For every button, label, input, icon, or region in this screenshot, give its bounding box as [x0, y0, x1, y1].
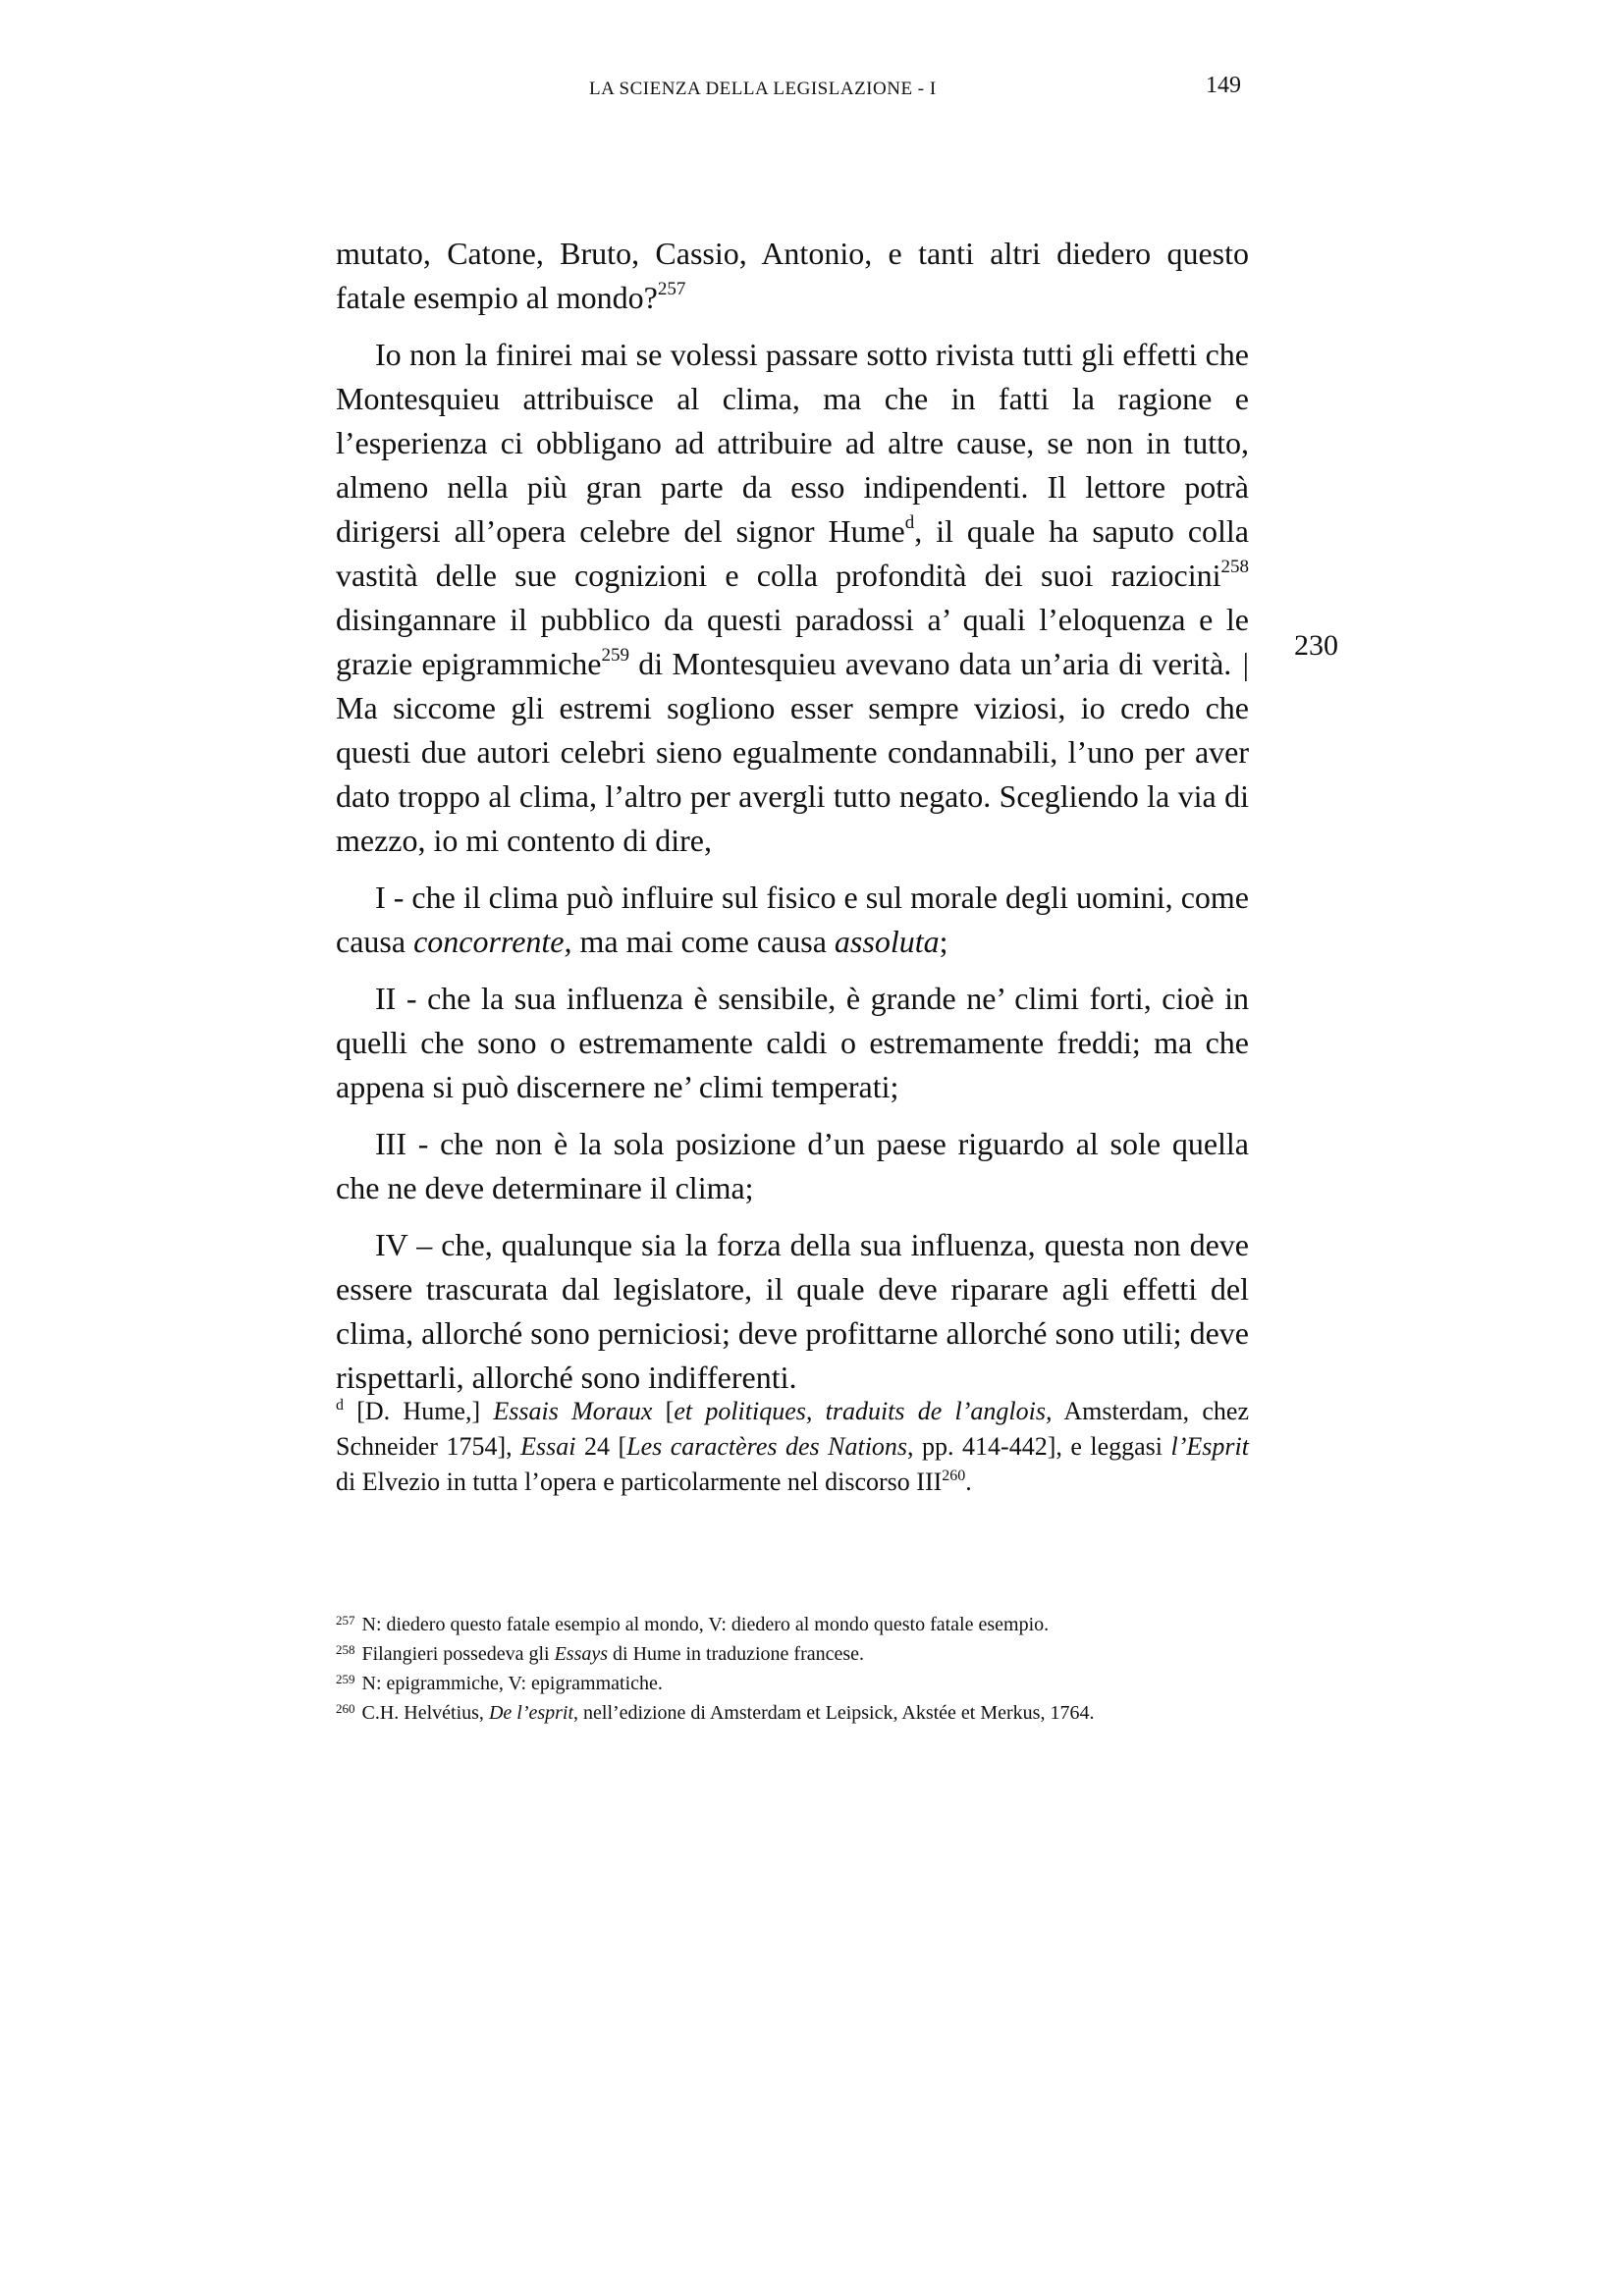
page-break-marker: |: [1242, 646, 1249, 681]
footnote-number: 260: [336, 1701, 355, 1716]
page-number: 149: [1206, 73, 1241, 98]
author-note-d: [336, 1394, 1249, 1500]
paragraph-1: [336, 232, 1249, 320]
paragraph-2-part-a: Io non la finirei mai se volessi passare sotto rivista tutti gli effetti che Montesquieu attribuisce al clima, ma che in fatti la ragione e l’esperienza ci obbligano ad attribuire ad altre cause, se non in tutto, almeno nella più gran parte da esso indipendenti. Il lettore potrà dirigersi all’opera celebre del signor Hume: [336, 337, 1249, 549]
footnote-text: di Hume in traduzione francese.: [608, 1643, 865, 1665]
paragraph-2: [336, 333, 1249, 863]
paragraph-5: III - che non è la sola posizione d’un paese riguardo al sole quella che ne deve determinare il clima;: [336, 1126, 1249, 1205]
paragraph-4: II - che la sua influenza è sensibile, è grande ne’ climi forti, cioè in quelli che sono o estremamente caldi o estremamente freddi; ma che appena si può discernere ne’ climi temperati;: [336, 981, 1249, 1104]
footnote-text: , nell’edizione di Amsterdam et Leipsick, Akstée et Merkus, 1764.: [573, 1702, 1095, 1724]
italic-concorrente: concorrente,: [413, 924, 572, 959]
paragraph-3-part-c: ;: [939, 924, 948, 959]
paragraph-2-part-b: , il quale ha saputo colla vastità delle sue cognizioni e colla profondità dei suoi raziocini: [336, 513, 1250, 593]
footnote-ref-258: 258: [1220, 557, 1249, 577]
running-head: [0, 73, 1623, 118]
author-note-italic-1: Essais Moraux: [493, 1397, 653, 1425]
author-note-italic-3: Essai: [520, 1432, 576, 1461]
author-note-part-f: di Elvezio in tutta l’opera e particolarmente nel discorso III: [336, 1468, 943, 1496]
author-note-ref-d: d: [904, 512, 915, 533]
author-note-part-d: 24 [: [575, 1432, 627, 1461]
footnotes: [336, 1610, 1278, 1728]
paragraph-6: IV – che, qualunque sia la forza della sua influenza, questa non deve essere trascurata dal legislatore, il quale deve riparare agli effetti del clima, allorché sono perniciosi; deve profittarne allorché sono utili; deve rispettarli, allorché sono indifferenti.: [336, 1227, 1249, 1395]
main-text: [336, 232, 1249, 1413]
author-note-italic-5: l’Esprit: [1170, 1432, 1249, 1461]
footnote-number: 259: [336, 1672, 355, 1686]
footnote-text: Filangieri possedeva gli: [356, 1643, 555, 1665]
footnote-260: [336, 1698, 1278, 1728]
footnote-257: [336, 1610, 1278, 1639]
footnote-259: [336, 1669, 1278, 1698]
footnote-258: [336, 1639, 1278, 1669]
margin-page-reference: 230: [1294, 629, 1338, 662]
footnote-ref-259: 259: [601, 645, 629, 666]
author-note-part-b: [: [652, 1397, 675, 1425]
paragraph-3: [336, 876, 1249, 964]
author-note-part-g: .: [965, 1468, 972, 1496]
author-note-italic-4: Les caractères des Nations: [626, 1432, 908, 1461]
footnote-text: N: diedero questo fatale esempio al mondo, V: diedero al mondo questo fatale esempio.: [356, 1614, 1050, 1635]
footnote-italic: De l’esprit: [488, 1702, 574, 1724]
footnote-number: 258: [336, 1642, 355, 1657]
italic-assoluta: assoluta: [834, 924, 940, 959]
paragraph-2-part-c: disingannare il pubblico da questi paradossi a’ quali l’eloquenza e le grazie epigrammiche: [336, 602, 1249, 681]
footnote-number: 257: [336, 1613, 355, 1628]
paragraph-2-part-d: di Montesquieu avevano data un’aria di verità.: [628, 646, 1232, 681]
paragraph-1-text: mutato, Catone, Bruto, Cassio, Antonio, e tanti altri diedero questo fatale esempio al mondo?: [336, 236, 1249, 315]
running-title: LA SCIENZA DELLA LEGISLAZIONE - I: [589, 79, 937, 99]
author-note-part-c: Amsterdam, chez Schneider 1754],: [336, 1397, 1249, 1461]
footnote-text: C.H. Helvétius,: [356, 1702, 489, 1724]
author-note-mark: d: [336, 1397, 344, 1414]
author-note-part-e: , pp. 414-442], e leggasi: [907, 1432, 1171, 1461]
footnote-ref-260: 260: [942, 1468, 966, 1484]
author-note-part-a: [D. Hume,]: [344, 1397, 494, 1425]
footnote-ref-257: 257: [657, 279, 686, 299]
paragraph-2-part-e: Ma siccome gli estremi sogliono esser sempre viziosi, io credo che questi due autori celebri sieno egualmente condannabili, l’uno per aver dato troppo al clima, l’altro per avergli tutto negato. Scegliendo la via di mezzo, io mi contento di dire,: [336, 690, 1249, 858]
paragraph-3-part-b: ma mai come causa: [571, 924, 835, 959]
author-note-italic-2: et politiques, traduits de l’anglois,: [674, 1397, 1053, 1425]
paragraph-3-part-a: I - che il clima può influire sul fisico e sul morale degli uomini, come causa: [336, 880, 1249, 959]
footnote-italic: Essays: [554, 1643, 609, 1665]
footnote-text: N: epigrammiche, V: epigrammatiche.: [356, 1673, 663, 1694]
